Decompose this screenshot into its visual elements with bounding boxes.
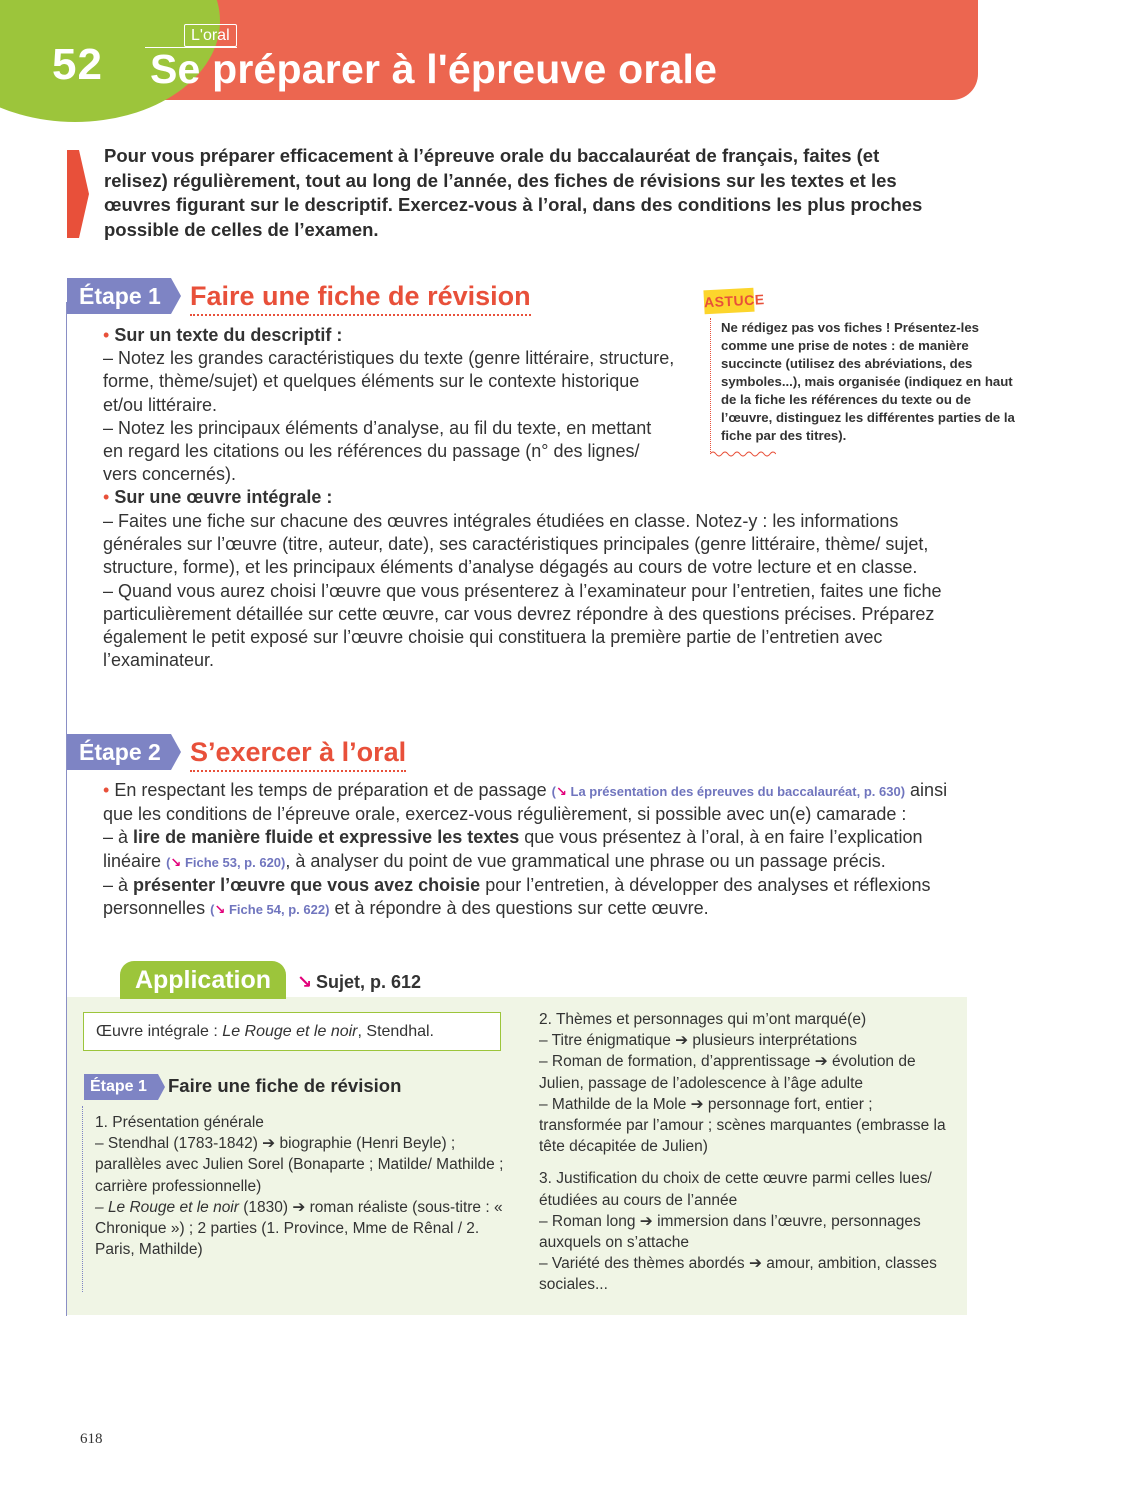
- application-line: – Titre énigmatique ➔ plusieurs interprétations: [539, 1032, 857, 1050]
- intro-paragraph: Pour vous préparer efficacement à l’épreuve orale du baccalauréat de français, faites (et relisez) régulièrement, tout au long de l’année, des fiches de révisions sur les textes et les œuvres figurant sur le descriptif. Exercez-vous à l’oral, dans des conditions les plus proches possible de celles de l’examen.: [104, 145, 923, 240]
- page-number: 618: [80, 1431, 103, 1447]
- bullet-icon: •: [103, 487, 110, 508]
- application-right-column: [539, 1009, 949, 1296]
- intro-chevron-icon: [67, 150, 89, 238]
- step1-para-a2: – Notez les principaux éléments d’analyse, au fil du texte, en mettant en regard les citations ou les références du passage (n° des lignes/ vers concernés).: [103, 417, 652, 485]
- step2-para-2: – à lire de manière fluide et expressive les textes que vous présentez à l’oral, à en faire l’explication linéaire (↘ Fiche 53, p. 620), à analyser du point de vue grammatical une phrase ou un passage précis.: [103, 827, 923, 871]
- application-step-label: Étape 1: [84, 1074, 158, 1100]
- step2-label-tip: [171, 734, 181, 770]
- application-heading-3: 3. Justification du choix de cette œuvre parmi celles lues/étudiées au cours de l’année: [539, 1170, 932, 1209]
- application-line: – Le Rouge et le noir (1830) ➔ roman réaliste (sous-titre : « Chronique ») ; 2 parties (1. Province, Mme de Rênal / 2. Paris, Mathilde): [95, 1198, 503, 1259]
- application-tab: Application: [120, 961, 286, 999]
- application-subject-link[interactable]: Sujet, p. 612: [316, 972, 422, 992]
- application-step-tip: [158, 1074, 165, 1100]
- arrow-icon: ↘: [297, 972, 313, 992]
- application-rule: [82, 1106, 84, 1292]
- step2-para-3: – à présenter l’œuvre que vous avez choisie pour l’entretien, à développer des analyses et réflexions personnelles (↘ Fiche 54, p. 622) et à répondre à des questions sur cette œuvre.: [103, 874, 931, 919]
- step1-title: Faire une fiche de révision: [190, 281, 531, 316]
- page-title: Se préparer à l'épreuve orale: [150, 46, 718, 92]
- cross-reference-link[interactable]: (↘ Fiche 54, p. 622): [210, 902, 330, 918]
- step1-text-block-b: [103, 510, 969, 672]
- cross-reference-link[interactable]: (↘ Fiche 53, p. 620): [166, 854, 286, 870]
- step1-para-a1: – Notez les grandes caractéristiques du texte (genre littéraire, structure, forme, thème/sujet) et quelques éléments sur le contexte historique et/ou littéraire.: [103, 348, 675, 415]
- step1-label-tip: [171, 278, 181, 314]
- step1-heading-b: • Sur une œuvre intégrale :: [103, 487, 333, 508]
- step1-para-b1: – Faites une fiche sur chacune des œuvres intégrales étudiées en classe. Notez-y : les informations générales sur l’œuvre (titre, auteur, date), ses caractéristiques principales (genre littéraire, thème/ sujet, structure, forme), et les principaux éléments d’analyse dégagés au cours de votre lecture et en classe.: [103, 511, 929, 578]
- wavy-line-icon: [710, 450, 776, 458]
- step1-label: Étape 1: [67, 278, 171, 314]
- astuce-badge: ASTUCE: [703, 288, 754, 315]
- oeuvre-title: Le Rouge et le noir: [222, 1023, 358, 1040]
- step2-title: S’exercer à l’oral: [190, 737, 406, 772]
- bullet-icon: •: [103, 780, 110, 800]
- step1-para-b2: – Quand vous aurez choisi l’œuvre que vous présenterez à l’examinateur pour l’entretien, faites une fiche particulièrement détaillée sur cette œuvre, car vous devrez répondre à des questions précises. Préparez également le petit exposé sur l’œuvre choisie qui constituera la première partie de l’entretien avec l’examinateur.: [103, 580, 942, 671]
- arrow-icon: ↘: [214, 902, 226, 918]
- astuce-text: Ne rédigez pas vos fiches ! Présentez-les comme une prise de notes : de manière succincte (utilisez des abréviations, des symboles...), mais organisée (indiquez en haut de la fiche les références du texte ou de l’œuvre, distinguez les différentes parties de la fiche par des titres).: [721, 320, 1015, 443]
- arrow-icon: ↘: [555, 784, 567, 799]
- application-step-title: Faire une fiche de révision: [168, 1075, 402, 1096]
- oeuvre-box: Œuvre intégrale : Le Rouge et le noir, Stendhal.: [83, 1012, 501, 1051]
- step2-label: Étape 2: [67, 734, 171, 770]
- application-heading-1: 1. Présentation générale: [95, 1114, 264, 1131]
- step1-text-block-a: [103, 324, 675, 510]
- application-left-column: [95, 1112, 505, 1260]
- application-line: – Roman de formation, d’apprentissage ➔ évolution de Julien, passage de l’adolescence à l’âge adulte: [539, 1053, 916, 1092]
- section-tag: L'oral: [184, 24, 237, 47]
- application-line: – Mathilde de la Mole ➔ personnage fort, entier ; transformée par l’amour ; scènes marquantes (embrasse la tête décapitée de Julien): [539, 1095, 946, 1156]
- application-heading-2: 2. Thèmes et personnages qui m’ont marqué(e): [539, 1011, 867, 1028]
- step1-heading-a: • Sur un texte du descriptif :: [103, 325, 343, 345]
- application-line: – Stendhal (1783-1842) ➔ biographie (Henri Beyle) ; parallèles avec Julien Sorel (Bonaparte ; Matilde/ Mathilde ; carrière professionnelle): [95, 1135, 504, 1195]
- sheet-number: 52: [52, 40, 103, 89]
- bullet-icon: •: [103, 325, 110, 345]
- arrow-icon: ↘: [170, 854, 182, 870]
- application-line: – Roman long ➔ immersion dans l’œuvre, personnages auxquels on s’attache: [539, 1212, 921, 1252]
- step2-para-1: • En respectant les temps de préparation et de passage (↘ La présentation des épreuves du baccalauréat, p. 630) ainsi que les conditions de l’épreuve orale, exercez-vous régulièrement, si possible avec un(e) camarade :: [103, 780, 948, 825]
- cross-reference-link[interactable]: (↘ La présentation des épreuves du baccalauréat, p. 630): [551, 784, 906, 799]
- step2-text-block: [103, 779, 969, 921]
- application-line: – Variété des thèmes abordés ➔ amour, ambition, classes sociales...: [539, 1255, 937, 1294]
- astuce-rule: [710, 318, 712, 454]
